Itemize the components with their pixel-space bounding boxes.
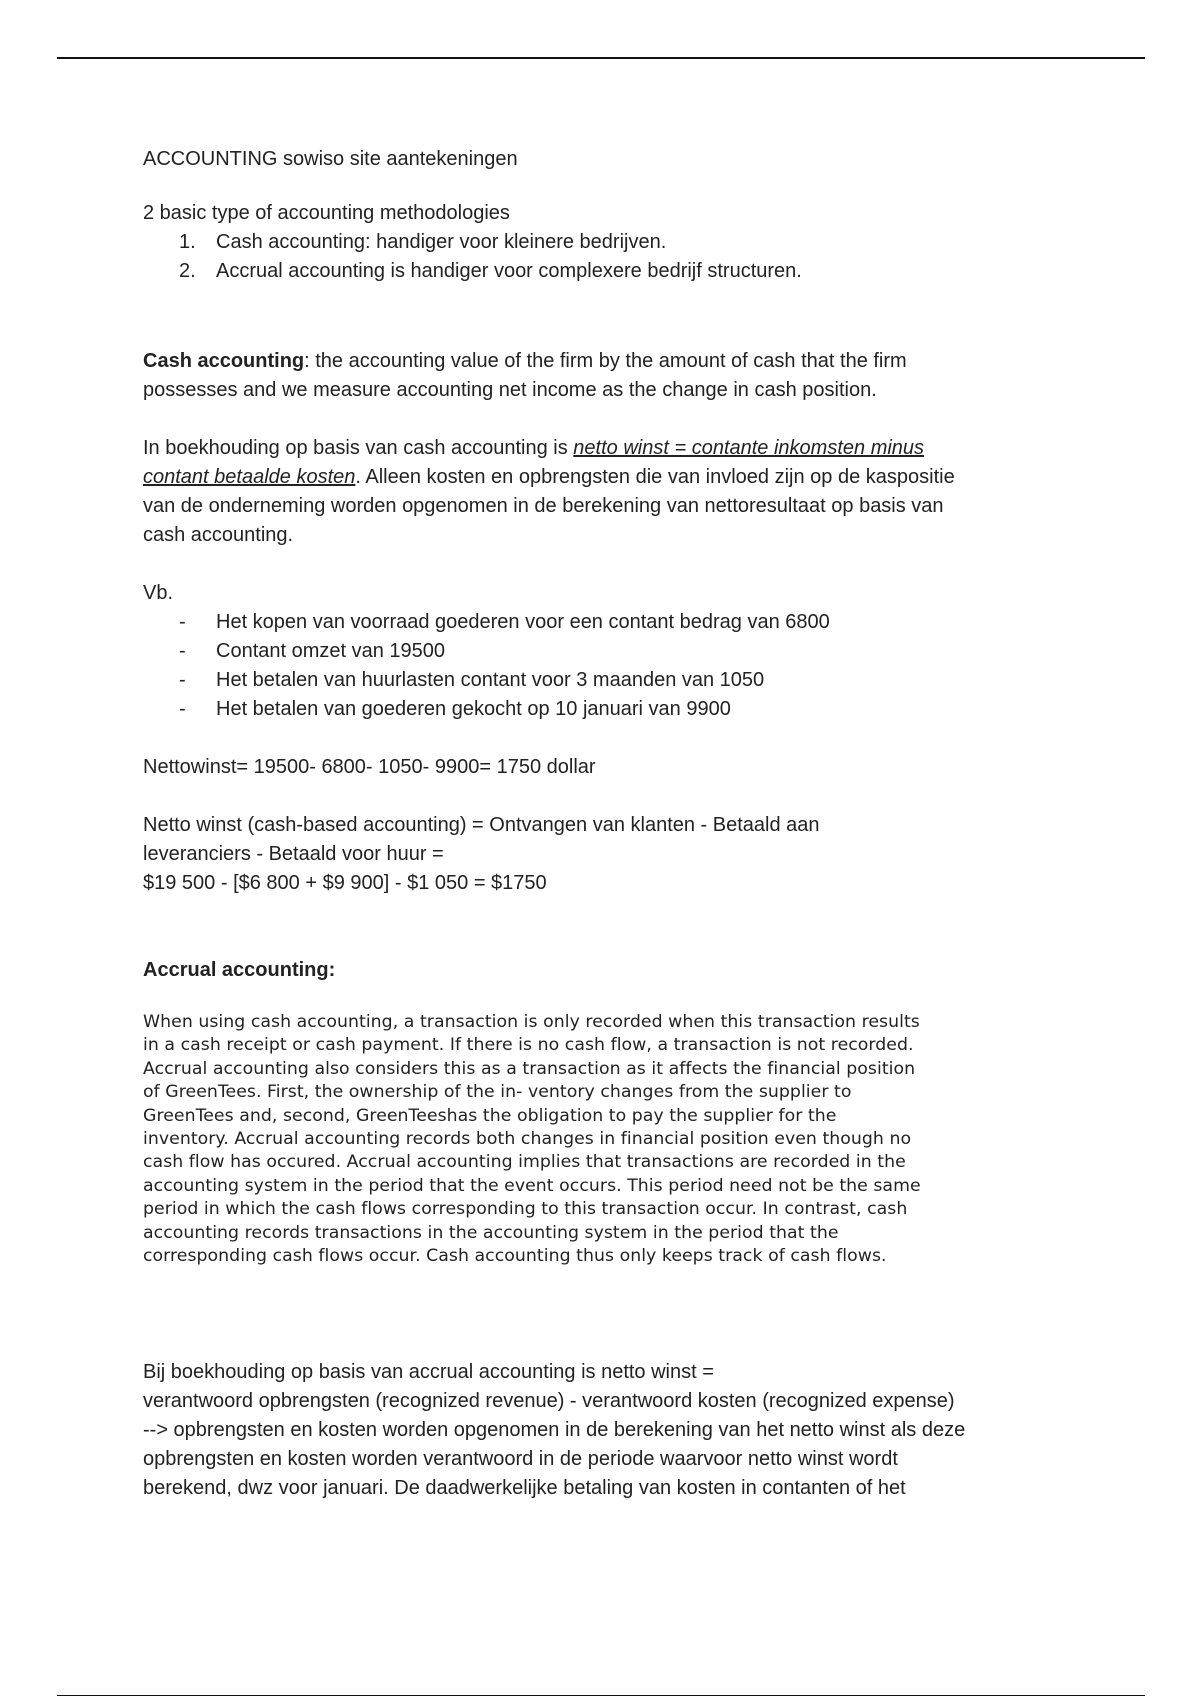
cash-nl-line3: van de onderneming worden opgenomen in de berekening van nettoresultaat op basis van <box>143 495 944 517</box>
cash-heading: Cash accounting <box>143 350 305 372</box>
formula-line1: Netto winst (cash-based accounting) = Ontvangen van klanten - Betaald aan <box>143 814 820 836</box>
intro-line: 2 basic type of accounting methodologies <box>143 202 510 224</box>
list-item: - Contant omzet van 19500 <box>179 640 446 662</box>
document-body <box>143 145 1073 1503</box>
accrual-heading: Accrual accounting: <box>143 959 336 981</box>
footer-rule <box>57 1695 1145 1696</box>
formula-line2: leveranciers - Betaald voor huur = <box>143 843 444 865</box>
cash-nl-line1: In boekhouding op basis van cash accounting is netto winst = contante inkomsten minus <box>143 437 925 459</box>
cash-nl-line4: cash accounting. <box>143 524 294 546</box>
list-item: - Het betalen van huurlasten contant voor 3 maanden van 1050 <box>179 669 765 691</box>
list-item: - Het kopen van voorraad goederen voor een contant bedrag van 6800 <box>179 611 830 633</box>
net-income-calc: Nettowinst= 19500- 6800- 1050- 9900= 1750 dollar <box>143 756 596 778</box>
list-item: - Het betalen van goederen gekocht op 10 januari van 9900 <box>179 698 731 720</box>
cash-nl-line2: contant betaalde kosten. Alleen kosten en opbrengsten die van invloed zijn op de kaspositie <box>143 466 955 488</box>
document-title: ACCOUNTING sowiso site aantekeningen <box>143 148 518 170</box>
list-item: 2. Accrual accounting is handiger voor complexere bedrijf structuren. <box>179 260 802 282</box>
list-item: 1. Cash accounting: handiger voor kleinere bedrijven. <box>179 231 667 253</box>
accrual-dutch-paragraph: Bij boekhouding op basis van accrual accounting is netto winst = verantwoord opbrengsten (recognized revenue) - verantwoord kosten (recognized expense) --> opbrengsten en kosten worden opgenomen in de berekening van het netto winst als deze opbrengsten en kosten worden verantwoord in de periode waarvoor netto winst wordt berekend, dwz voor januari. De daadwerkelijke betaling van kosten in contanten of het <box>143 1361 966 1500</box>
formula-line3: $19 500 - [$6 800 + $9 900] - $1 050 = $1750 <box>143 872 547 894</box>
accrual-english-paragraph: When using cash accounting, a transaction is only recorded when this transaction results in a cash receipt or cash payment. If there is no cash flow, a transaction is not recorded. Accrual accounting also considers this as a transaction as it affects the financial position of GreenTees. First, the ownership of the in- ventory changes from the supplier to GreenTees and, second, GreenTeeshas the obligation to pay the supplier for the inventory. Accrual accounting records both changes in financial position even though no cash flow has occured. Accrual accounting implies that transactions are recorded in the accounting system in the period that the event occurs. This period need not be the same period in which the cash flows corresponding to this transaction occur. In contrast, cash accounting records transactions in the accounting system in the period that the corresponding cash flows occur. Cash accounting thus only keeps track of cash flows. <box>143 1012 921 1267</box>
example-label: Vb. <box>143 582 174 604</box>
header-rule <box>57 57 1145 59</box>
examples-list <box>143 608 1073 724</box>
cash-definition-line1: Cash accounting: the accounting value of the firm by the amount of cash that the firm <box>143 350 907 372</box>
cash-definition-line2: possesses and we measure accounting net income as the change in cash position. <box>143 379 877 401</box>
methods-list <box>143 228 1073 286</box>
